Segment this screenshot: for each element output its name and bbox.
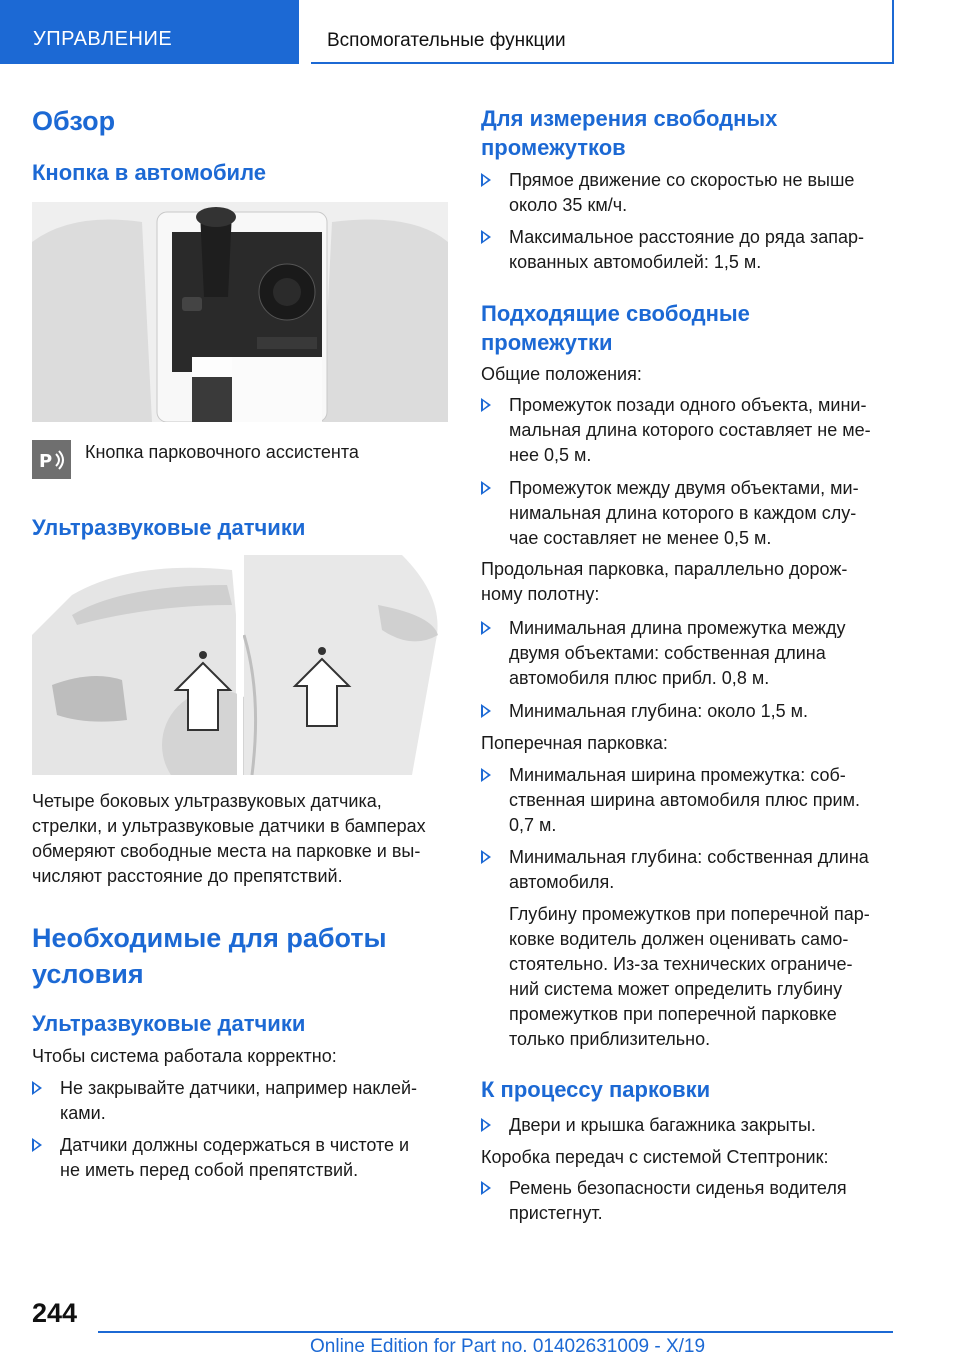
process-heading: К процессу парковки [481, 1077, 711, 1102]
bullet-arrow-icon [481, 850, 491, 864]
conditions-intro: Чтобы система работала корректно: [32, 1046, 337, 1066]
button-caption: Кнопка парковочного ассистента [85, 442, 359, 462]
suitable-heading-line: промежутки [481, 330, 613, 355]
list-item-line: Прямое движение со скоростью не выше [509, 170, 855, 190]
suitable-heading-line: Подходящие свободные [481, 301, 750, 326]
list-item [481, 845, 911, 895]
list-item [481, 393, 911, 468]
list-item-line: 0,7 м. [509, 815, 557, 835]
list-item-line: автомобиля. [509, 872, 615, 892]
list-item-line: нее 0,5 м. [509, 445, 592, 465]
list-item [481, 1113, 911, 1138]
list-item [481, 699, 911, 724]
conditions-heading [32, 920, 387, 992]
sensor-photo [32, 555, 448, 775]
header-chapter-label: Вспомогательные функции [327, 30, 566, 51]
note-line: только приблизительно. [509, 1029, 711, 1049]
list-item-line: двумя объектами: собственная длина [509, 643, 826, 663]
park-assist-button-icon [32, 440, 71, 479]
list-item [481, 1176, 911, 1226]
bullet-arrow-icon [481, 1118, 491, 1132]
header-section-label: УПРАВЛЕНИЕ [33, 28, 173, 50]
list-item-line: автомобиля плюс прибл. 0,8 м. [509, 668, 770, 688]
bullet-arrow-icon [481, 621, 491, 635]
list-item-line: пристегнут. [509, 1203, 603, 1223]
bullet-arrow-icon [32, 1081, 42, 1095]
console-photo [32, 202, 448, 422]
parallel-label-line: Продольная парковка, параллельно дорож- [481, 559, 848, 579]
bullet-arrow-icon [481, 230, 491, 244]
footer-divider [98, 1331, 893, 1333]
sensor-text-line: Четыре боковых ультразвуковых датчика, [32, 791, 382, 811]
list-item-line: Промежуток позади одного объекта, мини- [509, 395, 867, 415]
conditions-heading-line: условия [32, 959, 144, 989]
bullet-arrow-icon [481, 398, 491, 412]
list-item-line: Минимальная глубина: около 1,5 м. [509, 701, 809, 721]
list-item [481, 476, 911, 551]
bullet-arrow-icon [481, 481, 491, 495]
header-chapter-tab[interactable] [311, 0, 894, 64]
perpendicular-label: Поперечная парковка: [481, 733, 668, 753]
bullet-arrow-icon [481, 173, 491, 187]
list-item [32, 1076, 452, 1126]
list-item-line: ственная ширина автомобиля плюс прим. [509, 790, 860, 810]
page-number: 244 [32, 1298, 78, 1328]
measure-heading-line: промежутков [481, 135, 626, 160]
list-item-line: Не закрывайте датчики, например наклей- [60, 1078, 418, 1098]
parallel-label [481, 557, 911, 607]
list-item-line: ками. [60, 1103, 106, 1123]
measure-heading-line: Для измерения свободных [481, 106, 778, 131]
list-item-line: Минимальная длина промежутка между [509, 618, 846, 638]
overview-heading: Обзор [32, 106, 116, 136]
note-line: ний система может определить глубину [509, 979, 843, 999]
list-item-line: не иметь перед собой препятствий. [60, 1160, 359, 1180]
bullet-arrow-icon [481, 768, 491, 782]
list-item-line: Минимальная ширина промежутка: соб- [509, 765, 846, 785]
sensor-text-line: обмеряют свободные места на парковке и вы- [32, 841, 421, 861]
conditions-heading-line: Необходимые для работы [32, 923, 387, 953]
list-item [32, 1133, 452, 1183]
button-heading: Кнопка в автомобиле [32, 160, 266, 185]
list-item [481, 763, 911, 838]
list-item-line: Максимальное расстояние до ряда запар- [509, 227, 865, 247]
sensors-conditions-heading: Ультразвуковые датчики [32, 1011, 306, 1036]
note-line: стоятельно. Из-за технических ограниче- [509, 954, 853, 974]
note-line: ковке водитель должен оценивать само- [509, 929, 849, 949]
perpendicular-note [509, 902, 919, 1052]
list-item-line: Минимальная глубина: собственная длина [509, 847, 869, 867]
list-item-line: нимальная длина которого в каждом слу- [509, 503, 857, 523]
list-item-line: Датчики должны содержаться в чистоте и [60, 1135, 410, 1155]
list-item-line: мальная длина которого составляет не ме- [509, 420, 871, 440]
sensor-text-line: числяют расстояние до препятствий. [32, 866, 343, 886]
list-item-line: около 35 км/ч. [509, 195, 628, 215]
header-section-tab[interactable] [0, 0, 299, 64]
edition-text: Online Edition for Part no. 01402631009 - X/19 [310, 1336, 706, 1357]
svg-text:P: P [39, 451, 53, 472]
note-line: промежутков при поперечной парковке [509, 1004, 837, 1024]
list-item [481, 225, 911, 275]
measure-heading [481, 104, 777, 162]
sensor-description [32, 789, 452, 889]
steptronic-label: Коробка передач с системой Стептроник: [481, 1147, 829, 1167]
bullet-arrow-icon [481, 1181, 491, 1195]
sensors-heading: Ультразвуковые датчики [32, 515, 306, 540]
general-label: Общие положения: [481, 364, 642, 384]
list-item-line: Двери и крышка багажника закрыты. [509, 1115, 816, 1135]
list-item-line: чае составляет не менее 0,5 м. [509, 528, 772, 548]
list-item-line: Промежуток между двумя объектами, ми- [509, 478, 859, 498]
note-line: Глубину промежутков при поперечной пар- [509, 904, 870, 924]
suitable-heading [481, 299, 750, 357]
list-item-line: Ремень безопасности сиденья водителя [509, 1178, 847, 1198]
sensor-text-line: стрелки, и ультразвуковые датчики в бамперах [32, 816, 426, 836]
bullet-arrow-icon [481, 704, 491, 718]
parallel-label-line: ному полотну: [481, 584, 600, 604]
list-item-line: кованных автомобилей: 1,5 м. [509, 252, 762, 272]
list-item [481, 616, 911, 691]
bullet-arrow-icon [32, 1138, 42, 1152]
list-item [481, 168, 911, 218]
